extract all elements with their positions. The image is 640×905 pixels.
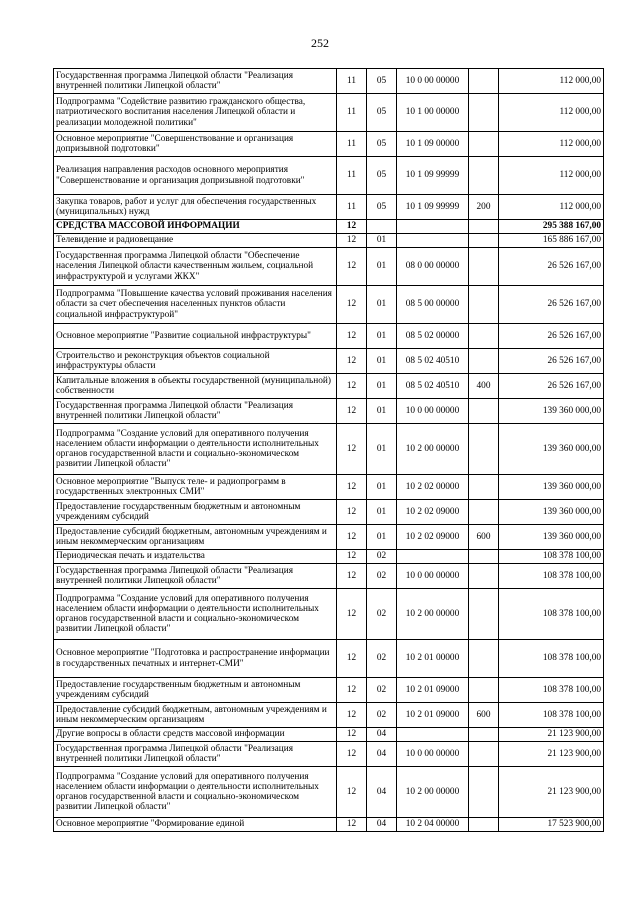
- row-section-code: 04: [367, 818, 397, 832]
- table-row: [54, 678, 604, 703]
- row-name: Подпрограмма "Содействие развитию гражданского общества, патриотического воспитания населения Липецкой области и реализации молодежной политики": [54, 94, 337, 132]
- budget-table: [53, 68, 604, 832]
- row-section-code: 02: [367, 550, 397, 564]
- row-amount: 17 523 900,00: [499, 818, 604, 832]
- row-name: Закупка товаров, работ и услуг для обеспечения государственных (муниципальных) нужд: [54, 195, 337, 220]
- row-section-code: 01: [367, 324, 397, 349]
- table-row: [54, 500, 604, 525]
- row-name: Периодическая печать и издательства: [54, 550, 337, 564]
- row-section-code: 01: [367, 234, 397, 248]
- row-amount: 112 000,00: [499, 69, 604, 94]
- row-target-code: 10 0 00 00000: [397, 564, 469, 589]
- row-expense-type: 600: [469, 703, 499, 728]
- table-row: [54, 767, 604, 818]
- table-row: [54, 286, 604, 324]
- row-amount: 139 360 000,00: [499, 475, 604, 500]
- row-section-code: 02: [367, 678, 397, 703]
- table-row: [54, 640, 604, 678]
- row-target-code: [397, 728, 469, 742]
- row-target-code: 10 2 01 09000: [397, 678, 469, 703]
- row-amount: 26 526 167,00: [499, 374, 604, 399]
- row-name: Подпрограмма "Создание условий для оперативного получения населением области информации о деятельности исполнительных органов государственной власти и социально-экономическом развитии Липецкой области": [54, 424, 337, 475]
- row-name: Предоставление субсидий бюджетным, автономным учреждениям и иным некоммерческим организациям: [54, 525, 337, 550]
- table-row: [54, 424, 604, 475]
- row-ministry-code: 12: [337, 640, 367, 678]
- row-expense-type: [469, 678, 499, 703]
- row-name: Строительство и реконструкция объектов социальной инфраструктуры области: [54, 349, 337, 374]
- row-expense-type: [469, 500, 499, 525]
- row-section-code: 05: [367, 132, 397, 157]
- table-row: [54, 324, 604, 349]
- row-amount: 139 360 000,00: [499, 424, 604, 475]
- row-target-code: 10 2 02 09000: [397, 525, 469, 550]
- row-expense-type: [469, 69, 499, 94]
- table-row: [54, 525, 604, 550]
- row-ministry-code: 12: [337, 475, 367, 500]
- row-target-code: 08 5 02 40510: [397, 374, 469, 399]
- row-name: Основное мероприятие "Формирование единой: [54, 818, 337, 832]
- row-amount: 108 378 100,00: [499, 640, 604, 678]
- row-target-code: [397, 234, 469, 248]
- table-row: [54, 234, 604, 248]
- row-target-code: 10 0 00 00000: [397, 69, 469, 94]
- row-target-code: 10 2 02 00000: [397, 475, 469, 500]
- row-section-code: 01: [367, 399, 397, 424]
- row-target-code: 08 0 00 00000: [397, 248, 469, 286]
- row-target-code: 10 0 00 00000: [397, 399, 469, 424]
- row-target-code: [397, 220, 469, 234]
- row-section-code: 04: [367, 728, 397, 742]
- row-name: Государственная программа Липецкой области "Реализация внутренней политики Липецкой области": [54, 564, 337, 589]
- row-target-code: 10 2 02 09000: [397, 500, 469, 525]
- row-expense-type: [469, 234, 499, 248]
- row-name: СРЕДСТВА МАССОВОЙ ИНФОРМАЦИИ: [54, 220, 337, 234]
- row-ministry-code: 11: [337, 69, 367, 94]
- row-target-code: 10 1 09 99999: [397, 195, 469, 220]
- table-row: [54, 564, 604, 589]
- row-expense-type: [469, 742, 499, 767]
- row-name: Капитальные вложения в объекты государственной (муниципальной) собственности: [54, 374, 337, 399]
- row-ministry-code: 12: [337, 248, 367, 286]
- table-row: [54, 818, 604, 832]
- table-row: [54, 589, 604, 640]
- row-name: Основное мероприятие "Развитие социальной инфраструктуры": [54, 324, 337, 349]
- row-ministry-code: 12: [337, 767, 367, 818]
- row-name: Государственная программа Липецкой области "Обеспечение населения Липецкой области качественным жильем, социальной инфраструктурой и услугами ЖКХ": [54, 248, 337, 286]
- row-expense-type: [469, 324, 499, 349]
- row-section-code: 02: [367, 564, 397, 589]
- row-section-code: 05: [367, 94, 397, 132]
- row-amount: 108 378 100,00: [499, 703, 604, 728]
- page-number: 252: [311, 36, 329, 50]
- row-expense-type: [469, 564, 499, 589]
- row-ministry-code: 12: [337, 286, 367, 324]
- row-target-code: 08 5 00 00000: [397, 286, 469, 324]
- row-ministry-code: 12: [337, 742, 367, 767]
- row-name: Государственная программа Липецкой области "Реализация внутренней политики Липецкой области": [54, 742, 337, 767]
- row-ministry-code: 12: [337, 234, 367, 248]
- table-row: [54, 195, 604, 220]
- row-ministry-code: 12: [337, 525, 367, 550]
- row-name: Предоставление государственным бюджетным и автономным учреждениям субсидий: [54, 500, 337, 525]
- row-expense-type: [469, 424, 499, 475]
- row-name: Основное мероприятие "Подготовка и распространение информации в государственных печатных и интернет-СМИ": [54, 640, 337, 678]
- row-name: Телевидение и радиовещание: [54, 234, 337, 248]
- row-section-code: 02: [367, 640, 397, 678]
- table-row: [54, 475, 604, 500]
- row-amount: 295 388 167,00: [499, 220, 604, 234]
- row-name: Основное мероприятие "Совершенствование и организация допризывной подготовки": [54, 132, 337, 157]
- row-name: Государственная программа Липецкой области "Реализация внутренней политики Липецкой области": [54, 399, 337, 424]
- row-expense-type: [469, 399, 499, 424]
- table-row: [54, 132, 604, 157]
- row-section-code: [367, 220, 397, 234]
- row-target-code: 08 5 02 40510: [397, 349, 469, 374]
- row-section-code: 01: [367, 475, 397, 500]
- row-amount: 108 378 100,00: [499, 589, 604, 640]
- row-section-code: 04: [367, 767, 397, 818]
- row-expense-type: 600: [469, 525, 499, 550]
- row-ministry-code: 12: [337, 818, 367, 832]
- row-amount: 21 123 900,00: [499, 767, 604, 818]
- row-target-code: 10 1 09 99999: [397, 157, 469, 195]
- row-expense-type: [469, 640, 499, 678]
- row-expense-type: [469, 728, 499, 742]
- row-target-code: 10 1 00 00000: [397, 94, 469, 132]
- row-ministry-code: 11: [337, 157, 367, 195]
- row-amount: 108 378 100,00: [499, 564, 604, 589]
- row-expense-type: [469, 248, 499, 286]
- row-ministry-code: 12: [337, 324, 367, 349]
- row-section-code: 01: [367, 349, 397, 374]
- row-target-code: 10 2 00 00000: [397, 424, 469, 475]
- row-expense-type: [469, 349, 499, 374]
- row-ministry-code: 12: [337, 550, 367, 564]
- row-section-code: 01: [367, 286, 397, 324]
- row-ministry-code: 12: [337, 728, 367, 742]
- table-row: [54, 157, 604, 195]
- row-amount: 139 360 000,00: [499, 399, 604, 424]
- row-target-code: 08 5 02 00000: [397, 324, 469, 349]
- row-expense-type: [469, 286, 499, 324]
- row-expense-type: [469, 132, 499, 157]
- row-section-code: 05: [367, 157, 397, 195]
- row-ministry-code: 12: [337, 703, 367, 728]
- budget-table-body: [54, 69, 604, 832]
- row-target-code: 10 2 04 00000: [397, 818, 469, 832]
- row-section-code: 01: [367, 248, 397, 286]
- row-amount: 26 526 167,00: [499, 248, 604, 286]
- row-ministry-code: 12: [337, 500, 367, 525]
- row-target-code: 10 0 00 00000: [397, 742, 469, 767]
- row-name: Подпрограмма "Повышение качества условий проживания населения области за счет обеспечения населенных пунктов области социальной инфраструктурой": [54, 286, 337, 324]
- row-section-code: 01: [367, 374, 397, 399]
- row-ministry-code: 11: [337, 195, 367, 220]
- row-amount: 26 526 167,00: [499, 286, 604, 324]
- row-name: Основное мероприятие "Выпуск теле- и радиопрограмм в государственных электронных СМИ": [54, 475, 337, 500]
- row-ministry-code: 11: [337, 94, 367, 132]
- row-name: Предоставление государственным бюджетным и автономным учреждениям субсидий: [54, 678, 337, 703]
- table-row: [54, 703, 604, 728]
- row-amount: 108 378 100,00: [499, 678, 604, 703]
- row-name: Государственная программа Липецкой области "Реализация внутренней политики Липецкой области": [54, 69, 337, 94]
- row-ministry-code: 11: [337, 132, 367, 157]
- row-section-code: 05: [367, 69, 397, 94]
- row-amount: 21 123 900,00: [499, 728, 604, 742]
- row-amount: 26 526 167,00: [499, 349, 604, 374]
- row-section-code: 01: [367, 424, 397, 475]
- row-amount: 112 000,00: [499, 195, 604, 220]
- table-row: [54, 69, 604, 94]
- row-target-code: 10 2 01 09000: [397, 703, 469, 728]
- row-ministry-code: 12: [337, 220, 367, 234]
- row-amount: 139 360 000,00: [499, 500, 604, 525]
- table-row: [54, 742, 604, 767]
- row-expense-type: [469, 475, 499, 500]
- row-amount: 21 123 900,00: [499, 742, 604, 767]
- row-section-code: 02: [367, 703, 397, 728]
- row-section-code: 01: [367, 525, 397, 550]
- row-amount: 112 000,00: [499, 157, 604, 195]
- row-amount: 165 886 167,00: [499, 234, 604, 248]
- row-name: Подпрограмма "Создание условий для оперативного получения населением области информации о деятельности исполнительных органов государственной власти и социально-экономическом развитии Липецкой области": [54, 767, 337, 818]
- row-amount: 139 360 000,00: [499, 525, 604, 550]
- row-ministry-code: 12: [337, 374, 367, 399]
- table-row: [54, 349, 604, 374]
- row-amount: 108 378 100,00: [499, 550, 604, 564]
- row-section-code: 01: [367, 500, 397, 525]
- table-row: [54, 374, 604, 399]
- row-ministry-code: 12: [337, 678, 367, 703]
- table-row: [54, 728, 604, 742]
- table-row: [54, 399, 604, 424]
- row-expense-type: 200: [469, 195, 499, 220]
- row-section-code: 02: [367, 589, 397, 640]
- row-amount: 112 000,00: [499, 94, 604, 132]
- table-row: [54, 248, 604, 286]
- row-ministry-code: 12: [337, 349, 367, 374]
- row-target-code: 10 2 00 00000: [397, 767, 469, 818]
- row-expense-type: [469, 94, 499, 132]
- row-section-code: 05: [367, 195, 397, 220]
- row-expense-type: [469, 818, 499, 832]
- row-amount: 112 000,00: [499, 132, 604, 157]
- row-ministry-code: 12: [337, 399, 367, 424]
- row-ministry-code: 12: [337, 564, 367, 589]
- row-target-code: 10 2 01 00000: [397, 640, 469, 678]
- row-expense-type: [469, 550, 499, 564]
- row-expense-type: [469, 589, 499, 640]
- row-name: Другие вопросы в области средств массовой информации: [54, 728, 337, 742]
- table-row: [54, 220, 604, 234]
- row-name: Предоставление субсидий бюджетным, автономным учреждениям и иным некоммерческим организациям: [54, 703, 337, 728]
- row-target-code: [397, 550, 469, 564]
- row-ministry-code: 12: [337, 424, 367, 475]
- row-expense-type: 400: [469, 374, 499, 399]
- row-target-code: 10 1 09 00000: [397, 132, 469, 157]
- row-amount: 26 526 167,00: [499, 324, 604, 349]
- row-name: Реализация направления расходов основного мероприятия "Совершенствование и организация допризывной подготовки": [54, 157, 337, 195]
- table-row: [54, 550, 604, 564]
- table-row: [54, 94, 604, 132]
- row-ministry-code: 12: [337, 589, 367, 640]
- row-expense-type: [469, 767, 499, 818]
- row-name: Подпрограмма "Создание условий для оперативного получения населением области информации о деятельности исполнительных органов государственной власти и социально-экономическом развитии Липецкой области": [54, 589, 337, 640]
- row-target-code: 10 2 00 00000: [397, 589, 469, 640]
- row-section-code: 04: [367, 742, 397, 767]
- row-expense-type: [469, 220, 499, 234]
- row-expense-type: [469, 157, 499, 195]
